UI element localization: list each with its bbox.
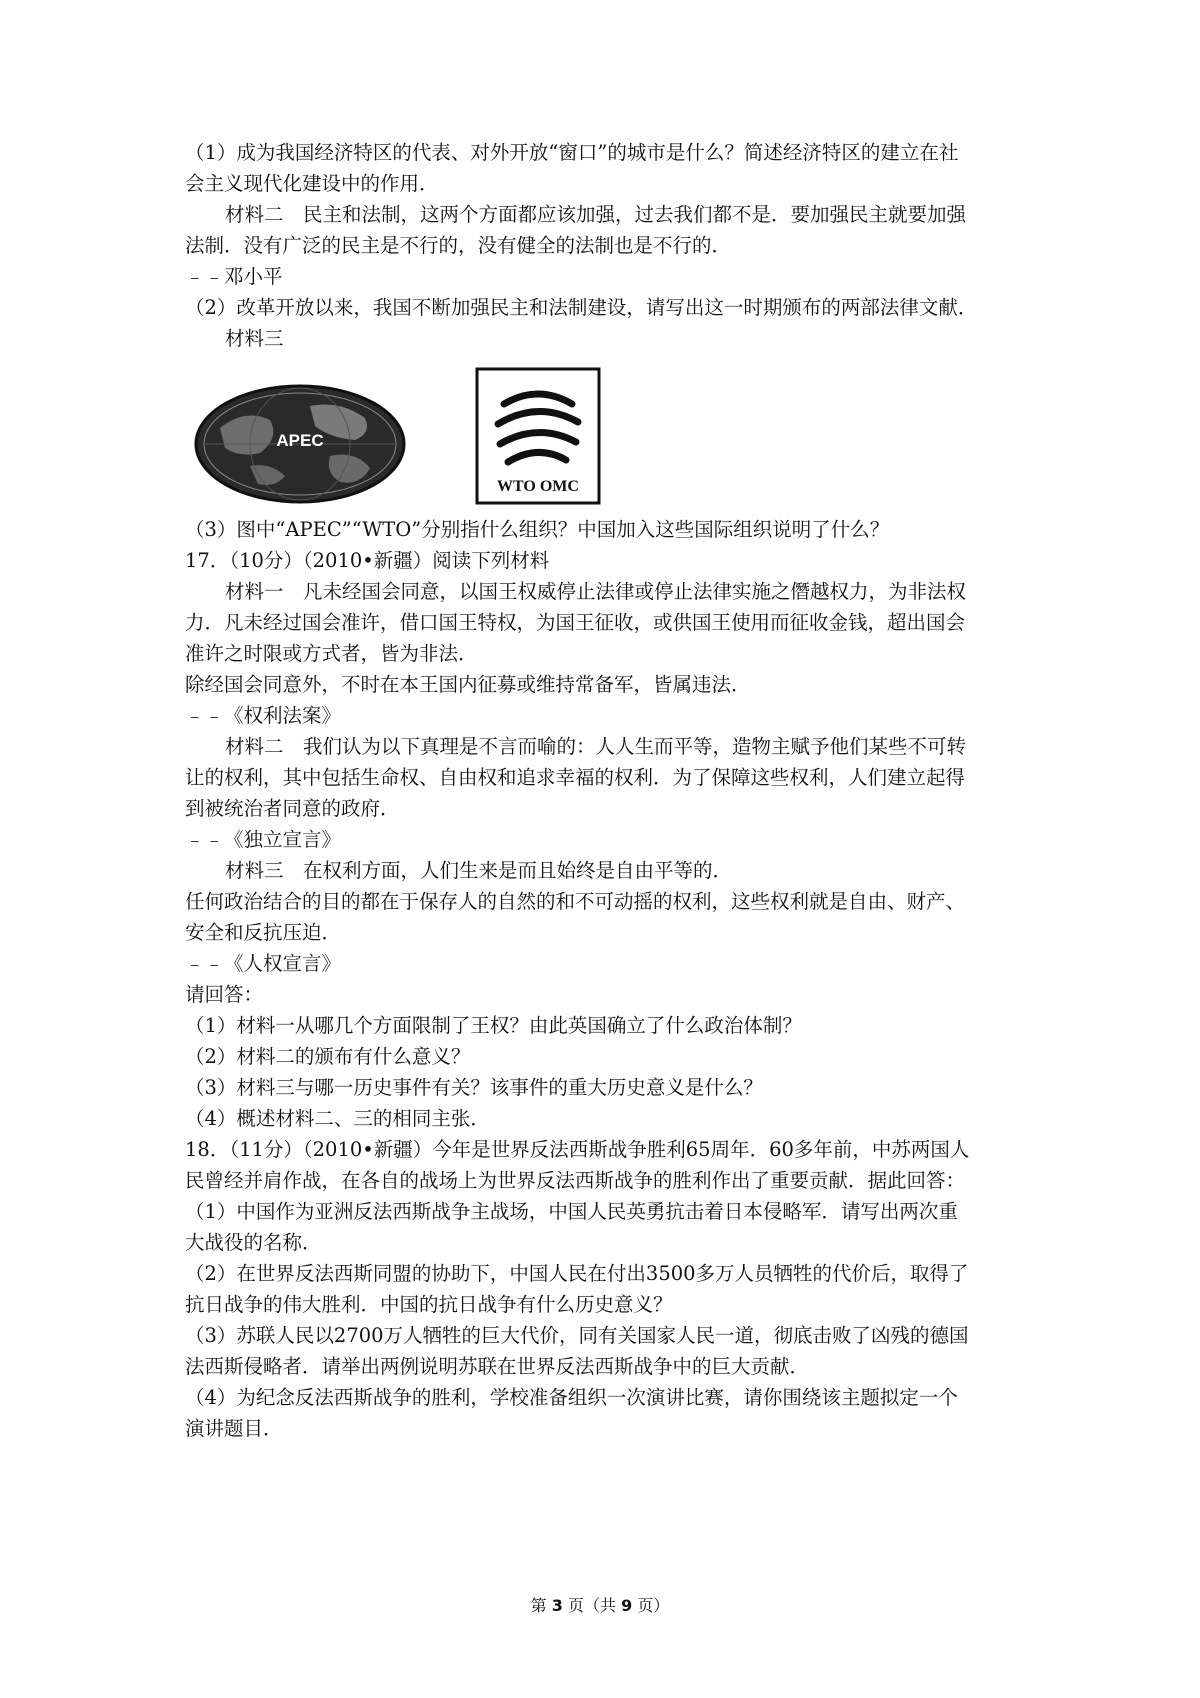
source-attribution: ﹣﹣邓小平 [185,265,283,288]
text-line: 会主义现代化建设中的作用． [185,172,439,195]
apec-logo-image [190,378,410,508]
footer-total-pages: 9 [621,1596,633,1615]
source-attribution: ﹣﹣《独立宣言》 [185,828,342,851]
text-line: 准许之时限或方式者，皆为非法． [185,642,478,665]
question-line: （4）为纪念反法西斯战争的胜利，学校准备组织一次演讲比赛，请你围绕该主题拟定一个 [185,1386,958,1409]
footer-suffix: 页） [632,1596,670,1615]
text-line: 让的权利，其中包括生命权、自由权和追求幸福的权利．为了保障这些权利，人们建立起得 [185,766,966,789]
question-line: （3）图中“APEC”“WTO”分别指什么组织？中国加入这些国际组织说明了什么？ [185,518,890,541]
question-line: （2）改革开放以来，我国不断加强民主和法制建设，请写出这一时期颁布的两部法律文献． [185,296,978,319]
question-line: 法西斯侵略者．请举出两例说明苏联在世界反法西斯战争中的巨大贡献． [185,1355,810,1378]
source-attribution: ﹣﹣《权利法案》 [185,704,342,727]
question-line: （2）在世界反法西斯同盟的协助下，中国人民在付出3500多万人员牺牲的代价后，取得了 [185,1262,969,1285]
text-line: 材料二 民主和法制，这两个方面都应该加强，过去我们都不是．要加强民主就要加强 [225,203,967,226]
text-line: 材料三 在权利方面，人们生来是而且始终是自由平等的． [225,859,733,882]
question-line: 抗日战争的伟大胜利．中国的抗日战争有什么历史意义？ [185,1293,673,1316]
source-attribution: ﹣﹣《人权宣言》 [185,952,342,975]
footer-middle: 页（共 [562,1596,622,1615]
question-line: （3）材料三与哪一历史事件有关？该事件的重大历史意义是什么？ [185,1076,763,1099]
wto-label: WTO OMC [497,478,579,495]
text-line: 力．凡未经过国会准许，借口国王特权，为国王征收，或供国王使用而征收金钱，超出国会 [185,611,966,634]
question-heading: 17．（10分）（2010•新疆）阅读下列材料 [185,549,550,572]
question-line: （1）材料一从哪几个方面限制了王权？由此英国确立了什么政治体制？ [185,1014,802,1037]
wto-logo-image [474,366,602,506]
apec-globe-icon [190,378,410,508]
footer-prefix: 第 [530,1596,552,1615]
text-line: 安全和反抗压迫． [185,921,342,944]
apec-label: APEC [276,431,324,450]
text-line: 请回答： [185,983,264,1006]
text-line: 除经国会同意外，不时在本王国内征募或维持常备军，皆属违法． [185,673,751,696]
question-line: （1）中国作为亚洲反法西斯战争主战场，中国人民英勇抗击着日本侵略军．请写出两次重 [185,1200,958,1223]
text-line: 法制．没有广泛的民主是不行的，没有健全的法制也是不行的． [185,234,732,257]
text-line: 材料二 我们认为以下真理是不言而喻的：人人生而平等，造物主赋予他们某些不可转 [225,735,967,758]
question-line: （4）概述材料二、三的相同主张． [185,1107,490,1130]
question-line: （2）材料二的颁布有什么意义？ [185,1045,471,1068]
question-line: （3）苏联人民以2700万人牺牲的巨大代价，同有关国家人民一道，彻底击败了凶残的德国 [185,1324,969,1347]
question-line: 大战役的名称． [185,1231,322,1254]
text-line: 材料一 凡未经国会同意，以国王权威停止法律或停止法律实施之僭越权力，为非法权 [225,580,967,603]
question-line: 演讲题目． [185,1417,283,1440]
wto-emblem-icon [474,366,602,506]
page-footer [0,1593,1200,1616]
text-line: 任何政治结合的目的都在于保存人的自然的和不可动摇的权利，这些权利就是自由、财产、 [185,890,966,913]
text-line: 到被统治者同意的政府． [185,797,400,820]
text-line: （1）成为我国经济特区的代表、对外开放“窗口”的城市是什么？简述经济特区的建立在社 [185,141,959,164]
question-heading: 18．（11分）（2010•新疆）今年是世界反法西斯战争胜利65周年．60多年前，中苏两国人 [185,1138,970,1161]
text-line: 民曾经并肩作战，在各自的战场上为世界反法西斯战争的胜利作出了重要贡献．据此回答： [185,1169,966,1192]
footer-page-number: 3 [551,1596,563,1615]
material-heading: 材料三 [225,327,284,350]
